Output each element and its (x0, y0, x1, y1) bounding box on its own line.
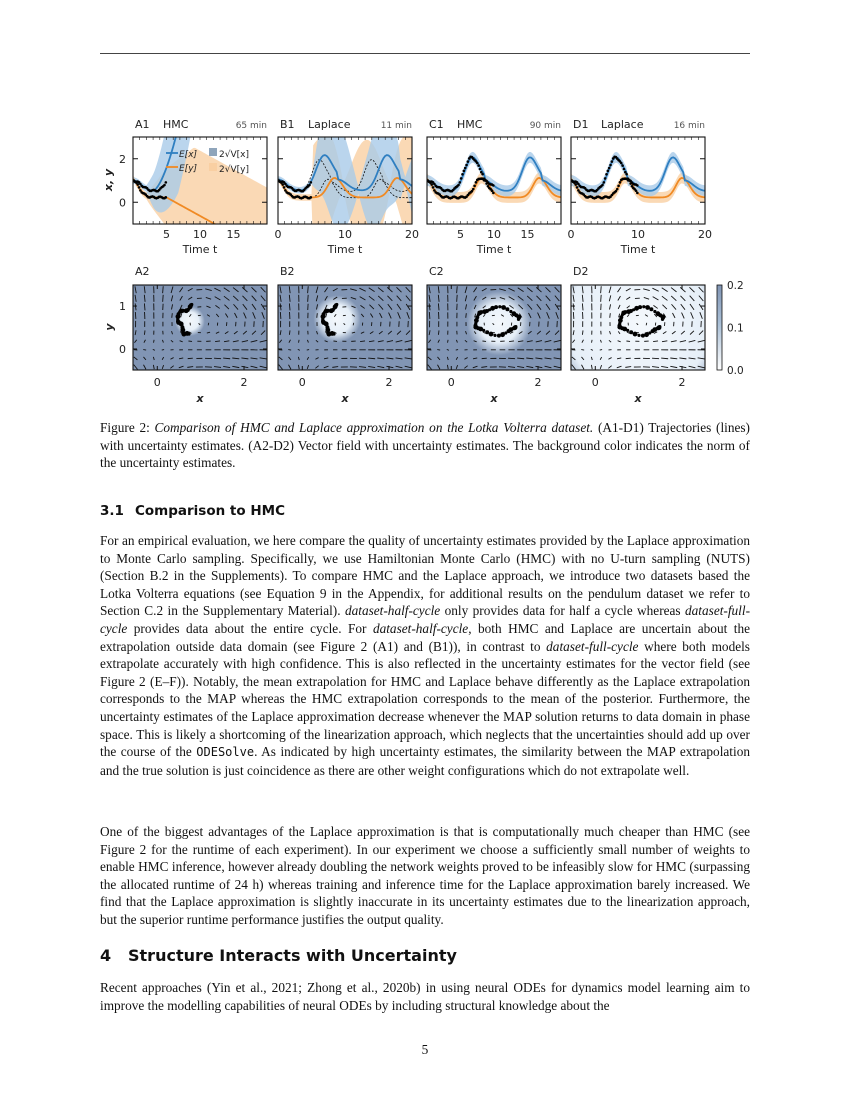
data-point (464, 167, 467, 170)
panel-D2 (571, 285, 705, 370)
data-point (635, 189, 638, 192)
text-run: . As indicated by high uncertainty estimates, the similarity between the MAP extrapolation and the true solution is just coincidence as there are other weight configurations which do not extrapolate well. (100, 744, 750, 778)
code-term: ODESolve (196, 745, 255, 760)
data-point (636, 192, 639, 195)
plot-area (570, 152, 705, 203)
data-point (616, 188, 619, 191)
italic-term: dataset-half-cycle (372, 620, 469, 636)
data-point (308, 184, 311, 187)
text-run: provides data about the entire cycle. For (127, 620, 373, 636)
x-axis-label: Time t (327, 243, 363, 256)
colorbar-tick-label: 0.0 (727, 365, 744, 377)
data-point (620, 162, 623, 165)
x-tick-label: 0 (153, 376, 161, 389)
x-tick-label: 2 (534, 376, 542, 389)
italic-term: dataset-full-cycle (546, 638, 639, 654)
x-axis-label: x (490, 392, 498, 405)
panel-A2 (133, 285, 267, 370)
data-point (501, 305, 506, 310)
data-point (467, 160, 470, 163)
vector-arrow (456, 350, 458, 351)
data-point (498, 305, 501, 308)
vector-arrow (163, 295, 164, 302)
data-point (608, 167, 611, 170)
paragraph (100, 532, 750, 779)
data-point (476, 162, 479, 165)
x-tick-label: 0 (447, 376, 455, 389)
vector-arrow (652, 358, 659, 359)
data-point (492, 192, 495, 195)
data-point (310, 181, 313, 184)
vector-arrow (582, 330, 583, 334)
vector-arrow (438, 303, 439, 310)
data-point (461, 173, 464, 176)
section-heading-3-1 (100, 503, 285, 519)
italic-term: dataset-half-cycle (344, 603, 441, 619)
legend-vy: 2√V[y] (219, 165, 249, 175)
data-point (619, 181, 622, 184)
vector-arrow (438, 330, 439, 334)
data-point (465, 164, 468, 167)
vector-arrow (162, 350, 164, 351)
y-tick-label: 0 (119, 196, 126, 210)
y-axis-label: x, y (102, 168, 115, 192)
runtime-label: 16 min (673, 121, 705, 131)
panel-label: A2 (135, 265, 150, 278)
vector-arrow (646, 323, 647, 325)
data-point (509, 310, 512, 313)
data-point (637, 334, 640, 337)
caption-label: Figure 2: (100, 420, 150, 435)
data-point (611, 160, 614, 163)
data-point (636, 184, 639, 187)
vector-arrow (214, 358, 221, 359)
panel-label: B1 (280, 118, 295, 131)
vector-arrow (154, 340, 155, 343)
figure-2 (0, 0, 850, 420)
data-point (479, 168, 482, 171)
vector-arrow (457, 295, 458, 302)
runtime-label: 65 min (235, 121, 267, 131)
x-tick-label: 2 (240, 376, 248, 389)
data-point (489, 332, 494, 337)
data-point (601, 184, 604, 187)
vector-arrow (135, 312, 136, 319)
data-point (165, 181, 168, 184)
data-point (623, 168, 626, 171)
data-point (658, 325, 661, 328)
legend-vx: 2√V[x] (219, 150, 249, 160)
vector-arrow (360, 341, 365, 342)
vector-arrow (307, 350, 309, 351)
panel-label: C1 (429, 118, 444, 131)
panel-B2 (278, 285, 412, 370)
section-title: Comparison to HMC (135, 503, 285, 519)
plot-area (426, 152, 561, 203)
data-point (633, 332, 638, 337)
vector-arrow (610, 313, 611, 318)
paragraph (100, 979, 750, 1014)
text-run: Recent approaches (Yin et al., 2021; Zhong et al., 2020b) in using neural ODEs for dynamics model learning aim to improve the modelling capabilities of neural ODEs by including structural knowledge about the (100, 980, 750, 1013)
data-point (165, 196, 168, 199)
vector-arrow (172, 313, 173, 318)
data-point (138, 186, 141, 189)
vector-arrow (466, 313, 467, 318)
data-point (626, 329, 629, 332)
data-point (617, 185, 620, 188)
x-tick-label: 10 (193, 228, 207, 241)
colorbar (717, 285, 722, 370)
page-number: 5 (421, 1042, 429, 1057)
section-number: 4 (100, 946, 112, 965)
vector-arrow (299, 340, 300, 343)
method-label: Laplace (308, 118, 351, 131)
colorbar-tick-label: 0.1 (727, 322, 744, 335)
data-point (475, 181, 478, 184)
text-run: One of the biggest advantages of the Laplace approximation is that is computationally much cheaper than HMC (see Figure 2 for the runtime of each experiment). In our experiment we choose a sufficiently small number of weights to enable HMC inference, however already doubling the network weights proved to be infeasibly slow for HMC (surpassing the allocated runtime of 24 h) whereas training and inference time for the Laplace approximation barely increased. We find that the Laplace approximation is slightly inaccurate in its uncertainty estimates due to the linearization approach, but the superior runtime performance justifies the output quality. (100, 824, 750, 927)
data-point (621, 164, 624, 167)
caption-body: (A1-D1) Trajectories (lines) with uncertainty estimates. (A2-D2) Vector field with uncertainty estimates. The background color indicates the norm of the uncertainty estimates. (100, 420, 750, 471)
text-run: , both HMC and Laplace are uncertain about the extrapolation outside data domain (see Figure 2 (A1) and (B1)), in contrast to (100, 620, 750, 654)
x-tick-label: 10 (631, 228, 645, 241)
data-point (491, 189, 494, 192)
data-point (493, 334, 496, 337)
caption-title: Comparison of HMC and Laplace approximation on the Lotka Volterra dataset. (154, 420, 594, 435)
data-point (605, 173, 608, 176)
paragraph (100, 823, 750, 929)
y-tick-label: 0 (119, 342, 126, 356)
x-tick-label: 0 (591, 376, 599, 389)
text-run: where both models extrapolate accurately with high confidence. This is also reflected in the uncertainty estimates for the vector field (see Figure 2 (E–F)). Notably, the mean extrapolation for HMC and Laplace behave differently as the Laplace extrapolation corresponds to the MAP whereas the HMC extrapolation corresponds to the mean of the posterior. Furthermore, the uncertainty estimates of the Laplace approximation decrease whenever the MAP solution returns to data domain in phase space. This is likely a shortcoming of the linearization approach, which neglects that the uncertainties should add up over the course of the (100, 638, 750, 760)
data-point (283, 186, 286, 189)
data-point (463, 170, 466, 173)
data-point (604, 177, 607, 180)
figure-caption (100, 419, 750, 472)
x-axis-label: x (341, 392, 349, 405)
data-point (472, 188, 475, 191)
legend-swatch-vx (209, 148, 217, 156)
vector-arrow (592, 340, 593, 343)
panel-D1 (570, 137, 705, 224)
data-point (609, 164, 612, 167)
panel-label: B2 (280, 265, 295, 278)
data-point (642, 305, 645, 308)
data-point (187, 332, 190, 335)
data-point (430, 183, 433, 186)
x-tick-label: 10 (338, 228, 352, 241)
panel-label: A1 (135, 118, 150, 131)
vector-arrow (289, 330, 290, 334)
vector-arrow (353, 323, 354, 325)
legend-ey: E[y] (179, 164, 198, 174)
vector-arrow (601, 295, 602, 302)
legend-ex: E[x] (179, 150, 198, 160)
legend-swatch-vy (209, 163, 217, 171)
data-point (332, 332, 335, 335)
y-tick-label: 1 (119, 300, 126, 314)
text-run: For an empirical evaluation, we here compare the quality of uncertainty estimates provided by the Laplace approximation to Monte Carlo sampling. Specifically, we use Hamiltonian Monte Carlo (HMC) with no U-turn sampling (NUTS) (Section B.2 in the Supplements). To compare HMC and the Laplace approach, we introduce two datasets based the Lotka Volterra equations (see Equation 9 in the Appendix, for additional results on the pendulum dataset we refer to Section C.2 in the Supplementary Material). (100, 533, 750, 619)
panel-label: C2 (429, 265, 444, 278)
vector-arrow (573, 312, 574, 319)
data-point (163, 184, 166, 187)
vector-arrow (308, 286, 309, 293)
section-heading-4 (100, 946, 457, 965)
data-point (457, 184, 460, 187)
x-axis-label: Time t (182, 243, 218, 256)
vector-arrow (653, 341, 658, 342)
data-point (485, 330, 489, 334)
runtime-label: 90 min (529, 121, 561, 131)
data-point (653, 310, 656, 313)
text-run: only provides data for half a cycle whereas (440, 603, 685, 619)
x-tick-label: 0 (567, 228, 575, 241)
data-point (481, 173, 484, 176)
vector-arrow (208, 323, 209, 325)
vector-arrow (600, 350, 602, 351)
data-point (629, 330, 633, 334)
data-point (607, 170, 610, 173)
data-point (645, 305, 650, 310)
x-tick-label: 5 (163, 228, 170, 241)
data-point (603, 181, 606, 184)
italic-term: dataset-full-cycle (100, 603, 750, 636)
vector-arrow (601, 286, 602, 293)
x-axis-label: Time t (476, 243, 512, 256)
method-label: Laplace (601, 118, 644, 131)
colorbar-tick-label: 0.2 (727, 280, 744, 292)
vector-arrow (457, 286, 458, 293)
vector-arrow (508, 358, 515, 359)
section-title: Structure Interacts with Uncertainty (128, 946, 457, 965)
data-point (482, 329, 485, 332)
vector-arrow (144, 303, 145, 310)
method-label: HMC (457, 118, 483, 131)
x-tick-label: 0 (274, 228, 282, 241)
vector-arrow (163, 286, 164, 293)
x-axis-label: x (634, 392, 642, 405)
vector-arrow (308, 295, 309, 302)
x-tick-label: 2 (678, 376, 686, 389)
data-point (576, 186, 579, 189)
section-number: 3.1 (100, 503, 124, 519)
vector-arrow (448, 340, 449, 343)
vector-arrow (582, 303, 583, 310)
data-point (514, 325, 517, 328)
vector-arrow (429, 312, 430, 319)
panel-C2 (427, 285, 561, 370)
x-tick-label: 2 (385, 376, 393, 389)
y-axis-label: y (103, 323, 116, 331)
data-point (281, 183, 284, 186)
x-tick-label: 15 (520, 228, 535, 241)
data-point (432, 186, 435, 189)
data-point (459, 181, 462, 184)
panel-label: D1 (573, 118, 589, 131)
vector-arrow (502, 323, 503, 325)
runtime-label: 11 min (380, 121, 412, 131)
data-point (574, 183, 577, 186)
y-tick-label: 2 (119, 152, 126, 166)
vector-arrow (317, 313, 318, 318)
vector-arrow (509, 341, 514, 342)
method-label: HMC (163, 118, 189, 131)
x-tick-label: 15 (226, 228, 241, 241)
data-point (310, 196, 313, 199)
data-point (625, 173, 628, 176)
panel-C1 (426, 137, 561, 224)
x-tick-label: 10 (487, 228, 501, 241)
data-point (473, 185, 476, 188)
vector-arrow (359, 358, 366, 359)
vector-arrow (280, 312, 281, 319)
vector-arrow (144, 330, 145, 334)
data-point (477, 164, 480, 167)
data-point (460, 177, 463, 180)
vector-arrow (289, 303, 290, 310)
x-tick-label: 0 (298, 376, 306, 389)
vector-arrow (215, 341, 220, 342)
x-tick-label: 20 (698, 228, 712, 241)
x-axis-label: Time t (620, 243, 656, 256)
data-point (492, 184, 495, 187)
panel-label: D2 (573, 265, 589, 278)
x-tick-label: 20 (405, 228, 419, 241)
x-tick-label: 5 (457, 228, 464, 241)
x-axis-label: x (196, 392, 204, 405)
data-point (136, 183, 139, 186)
